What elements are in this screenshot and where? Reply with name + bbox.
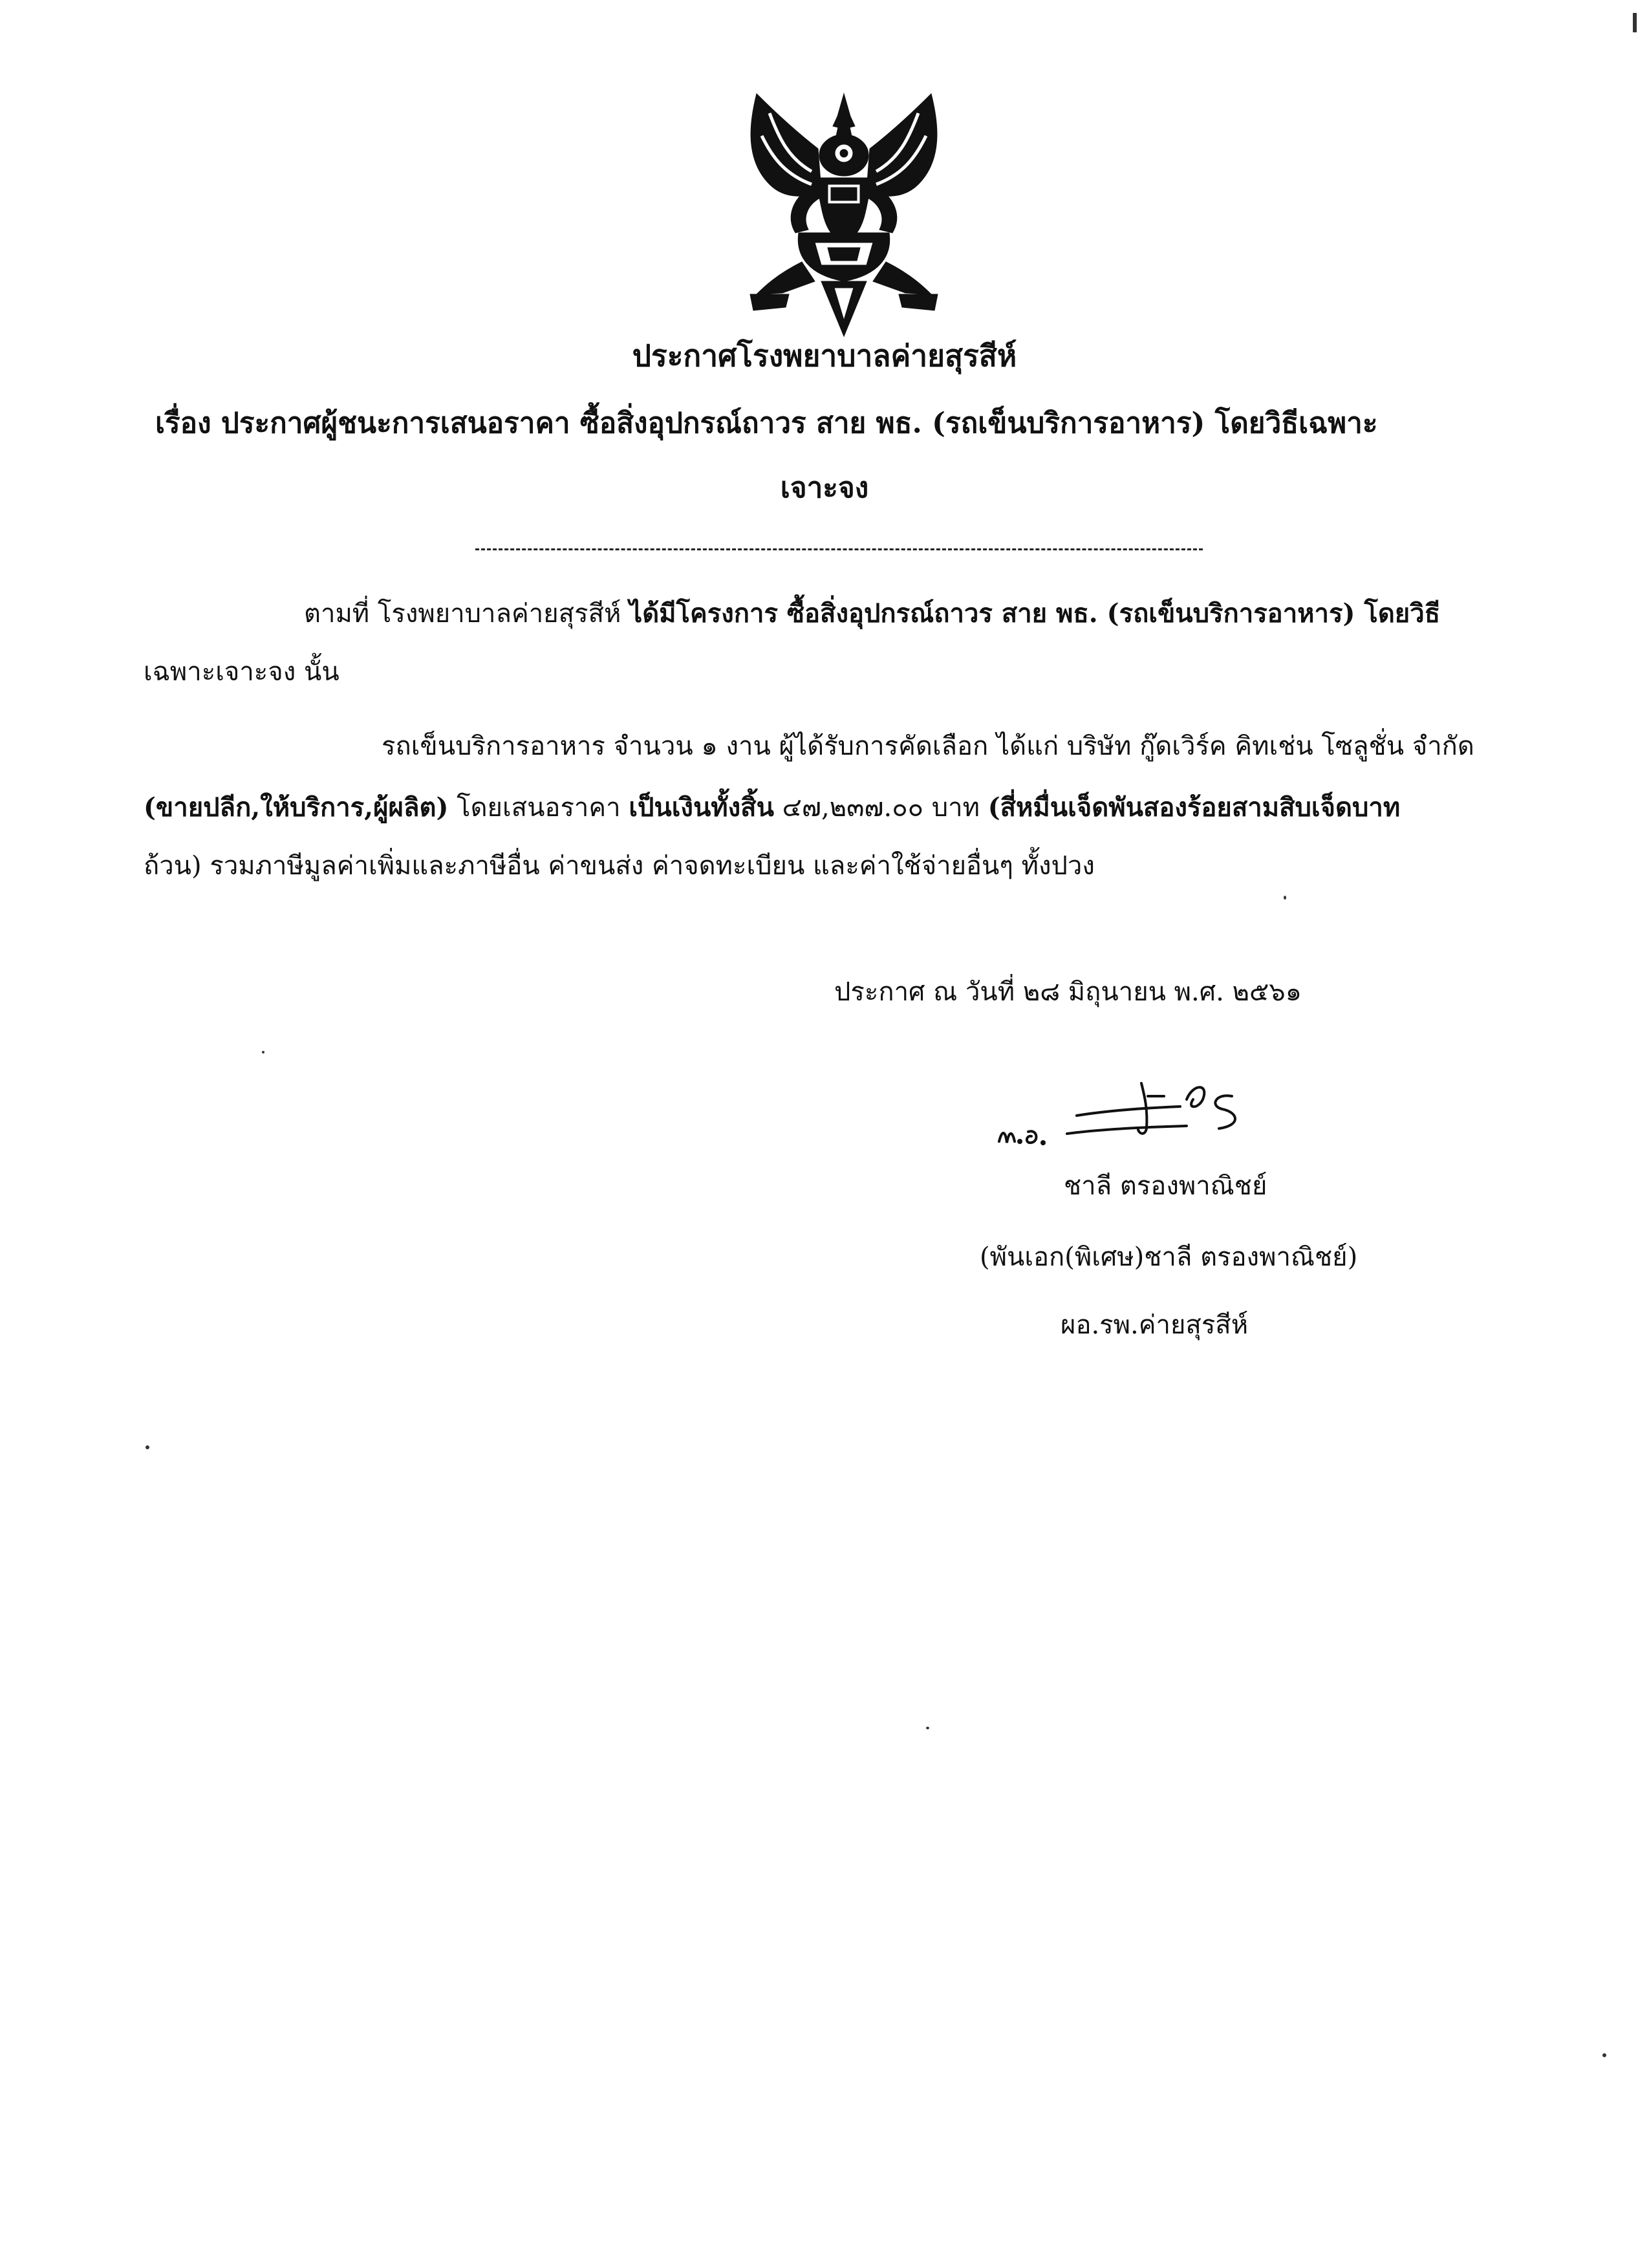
paragraph-1-line-1-project: ได้มีโครงการ ซื้อสิ่งอุปกรณ์ถาวร สาย พธ. (รถเข็นบริการอาหาร) โดยวิธี (629, 598, 1441, 629)
scan-speck (1284, 896, 1286, 900)
scan-speck (1602, 2053, 1606, 2057)
paragraph-1-line-1-intro: ตามที่ โรงพยาบาลค่ายสุรสีห์ (304, 599, 630, 629)
offer-text: โดยเสนอราคา (448, 793, 629, 823)
garuda-emblem-icon (724, 87, 964, 340)
announcement-date: ประกาศ ณ วันที่ ๒๘ มิถุนายน พ.ศ. ๒๕๖๑ (834, 977, 1302, 1007)
document-title: ประกาศโรงพยาบาลค่ายสุรสีห์ (632, 338, 1017, 373)
signer-name: ชาลี ตรองพาณิชย์ (1064, 1171, 1267, 1201)
paragraph-1-line-1 (304, 595, 1440, 632)
scan-speck (262, 1051, 264, 1053)
signer-full-name: (พันเอก(พิเศษ)ชาลี ตรองพาณิชย์) (980, 1242, 1358, 1272)
total-label: เป็นเงินทั้งสิ้น (629, 792, 774, 823)
total-amount-words: (สี่หมื่นเจ็ดพันสองร้อยสามสิบเจ็ดบาท (987, 792, 1401, 823)
dashed-divider (475, 548, 1203, 550)
scan-speck (146, 1445, 149, 1449)
document-subject: เรื่อง ประกาศผู้ชนะการเสนอราคา ซื้อสิ่งอุปกรณ์ถาวร สาย พธ. (รถเข็นบริการอาหาร) โดยวิธีเฉพาะ (155, 407, 1378, 440)
paragraph-2-line-3: ถ้วน) รวมภาษีมูลค่าเพิ่มและภาษีอื่น ค่าขนส่ง ค่าจดทะเบียน และค่าใช้จ่ายอื่นๆ ทั้งปวง (144, 851, 1095, 881)
vendor-type: (ขายปลีก,ให้บริการ,ผู้ผลิต) (144, 792, 449, 823)
handwritten-signature (993, 1070, 1290, 1154)
paragraph-2-line-2 (144, 789, 1400, 826)
document-subject-continued: เจาะจง (780, 471, 869, 504)
scan-speck (926, 1727, 929, 1729)
total-amount: ๔๗,๒๓๗.๐๐ บาท (773, 793, 988, 823)
scan-speck (1633, 13, 1637, 32)
signer-position: ผอ.รพ.ค่ายสุรสีห์ (1061, 1310, 1249, 1340)
paragraph-2-line-1: รถเข็นบริการอาหาร จำนวน ๑ งาน ผู้ได้รับการคัดเลือก ได้แก่ บริษัท กู๊ดเวิร์ค คิทเช่น โซลูชั่น จำกัด (382, 731, 1474, 761)
paragraph-1-line-2: เฉพาะเจาะจง นั้น (144, 657, 339, 687)
